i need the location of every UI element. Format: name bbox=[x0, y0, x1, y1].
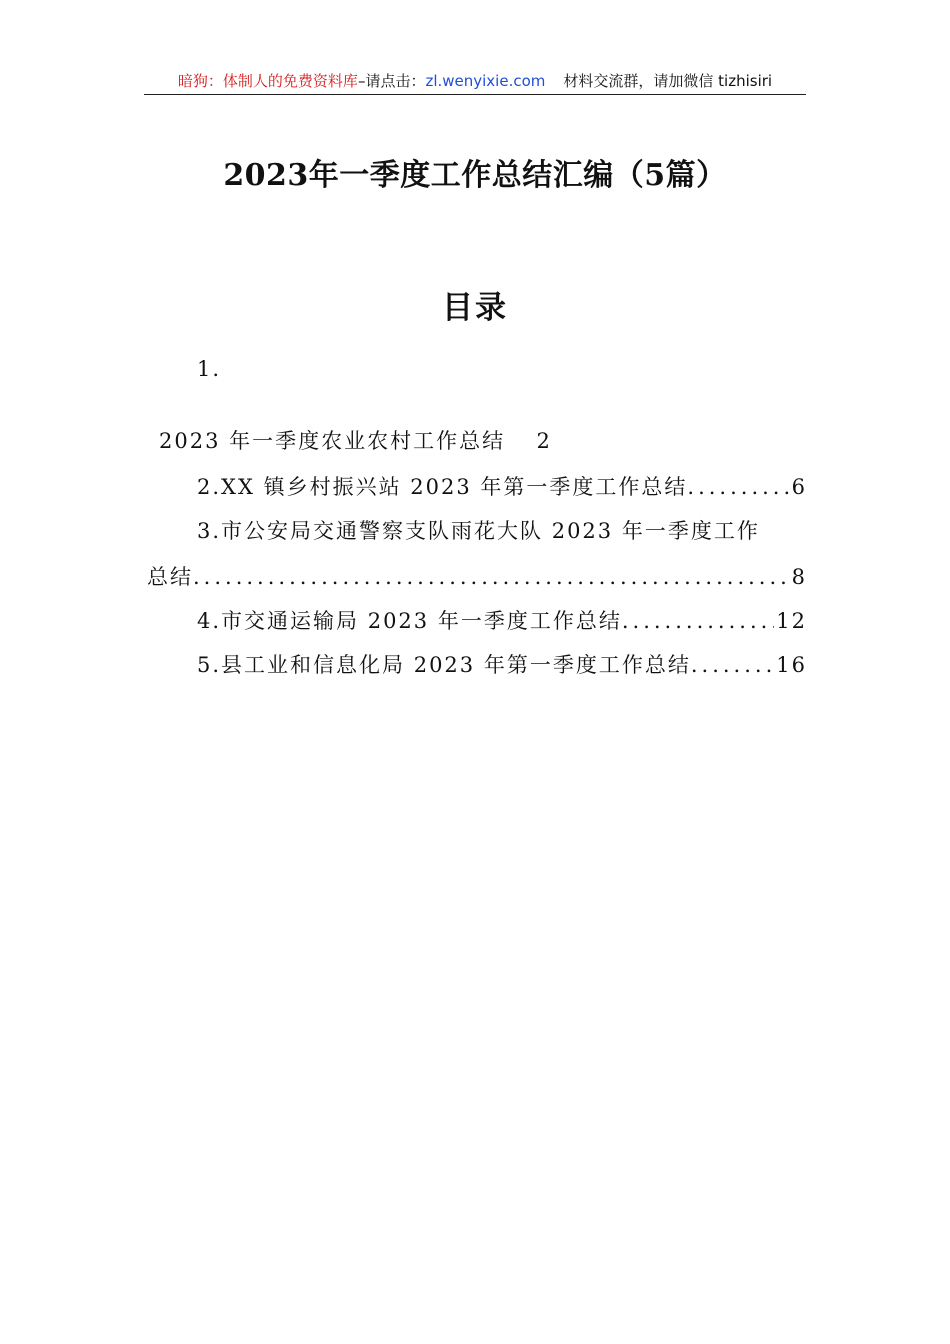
toc-item-4-title: 4.市交通运输局 2023 年一季度工作总结 bbox=[197, 609, 622, 633]
toc-item-2-title: 2.XX 镇乡村振兴站 2023 年第一季度工作总结 bbox=[197, 475, 688, 499]
toc-item-5-page: 16 bbox=[776, 653, 807, 677]
header-cta: –请点击： bbox=[357, 72, 426, 90]
toc-item-2[interactable] bbox=[197, 470, 807, 504]
header-brand: 暗狗：体制人的免费资料库 bbox=[177, 72, 358, 90]
toc-item-1-page: 2 bbox=[536, 429, 552, 453]
toc-heading: 目录 bbox=[442, 290, 508, 326]
toc-item-3-line2[interactable] bbox=[147, 560, 807, 594]
toc-item-1-title: 2023 年一季度农业农村工作总结 bbox=[159, 429, 506, 453]
toc-item-5-title: 5.县工业和信息化局 2023 年第一季度工作总结 bbox=[197, 653, 691, 677]
toc-item-2-page: 6 bbox=[791, 475, 807, 499]
page-header bbox=[144, 70, 806, 95]
toc-item-5-leader bbox=[691, 648, 774, 682]
toc-item-4[interactable] bbox=[197, 604, 807, 638]
toc-item-4-page: 12 bbox=[776, 609, 807, 633]
toc-item-2-leader bbox=[687, 470, 789, 504]
toc-item-5[interactable] bbox=[197, 648, 807, 682]
header-url-link[interactable]: zl.wenyixie.com bbox=[425, 72, 546, 90]
toc-item-1-number: 1. bbox=[197, 357, 222, 381]
toc-item-3-line1[interactable]: 3.市公安局交通警察支队雨花大队 2023 年一季度工作 bbox=[197, 519, 760, 543]
toc-item-3-page: 8 bbox=[791, 565, 807, 589]
toc-item-3-title-cont: 总结 bbox=[147, 565, 193, 589]
header-note: 材料交流群，请加微信 tizhisiri bbox=[563, 72, 773, 90]
toc-item-1[interactable] bbox=[159, 424, 552, 458]
toc-item-4-leader bbox=[622, 604, 774, 638]
document-title: 2023年一季度工作总结汇编（5篇） bbox=[223, 158, 727, 193]
toc-item-3-leader bbox=[193, 560, 790, 594]
